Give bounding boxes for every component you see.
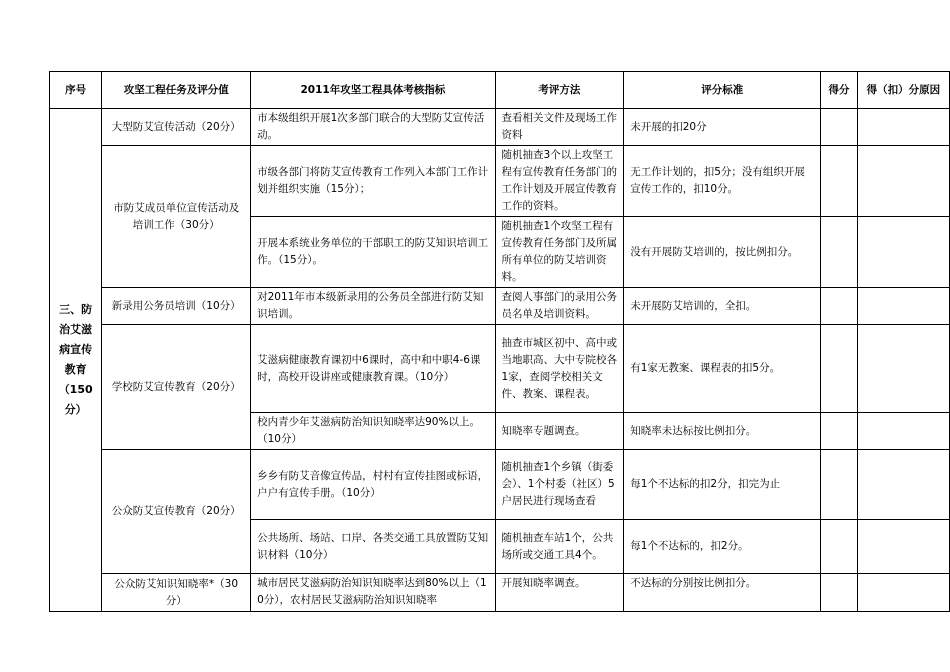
task-cell: 新录用公务员培训（10分）	[102, 288, 251, 325]
table-row	[50, 450, 950, 520]
indicator-cell: 市本级组织开展1次多部门联合的大型防艾宣传活动。	[251, 109, 495, 146]
section-cell: 三、防治艾滋病宣传教育（150分）	[50, 109, 102, 612]
header-indicator: 2011年攻坚工程具体考核指标	[251, 72, 495, 109]
indicator-cell: 开展本系统业务单位的干部职工的防艾知识培训工作。（15分）。	[251, 217, 495, 288]
header-method: 考评方法	[495, 72, 624, 109]
method-cell: 随机抽查1个乡镇（街委会）、1个村委（社区）5户居民进行现场查看	[495, 450, 624, 520]
header-standard: 评分标准	[624, 72, 821, 109]
reason-cell	[857, 288, 949, 325]
score-cell	[821, 520, 858, 574]
indicator-cell: 市级各部门将防艾宣传教育工作列入本部门工作计划并组织实施（15分）；	[251, 146, 495, 217]
standard-cell: 没有开展防艾培训的，按比例扣分。	[624, 217, 821, 288]
score-cell	[821, 288, 858, 325]
table-row	[50, 146, 950, 217]
task-cell: 公众防艾宣传教育（20分）	[102, 450, 251, 574]
score-cell	[821, 146, 858, 217]
header-row	[50, 72, 950, 109]
standard-cell: 有1家无教案、课程表的扣5分。	[624, 325, 821, 413]
header-task: 攻坚工程任务及评分值	[102, 72, 251, 109]
header-no: 序号	[50, 72, 102, 109]
table-row	[50, 288, 950, 325]
standard-cell: 未开展的扣20分	[624, 109, 821, 146]
method-cell: 开展知晓率调查。	[495, 574, 624, 612]
standard-cell: 未开展防艾培训的，全扣。	[624, 288, 821, 325]
reason-cell	[857, 450, 949, 520]
reason-cell	[857, 217, 949, 288]
indicator-cell: 艾滋病健康教育课初中6课时，高中和中职4-6课时，高校开设讲座或健康教育课。（10分）	[251, 325, 495, 413]
method-cell: 随机抽查3个以上攻坚工程有宣传教育任务部门的工作计划及开展宣传教育工作的资料。	[495, 146, 624, 217]
indicator-cell: 对2011年市本级新录用的公务员全部进行防艾知识培训。	[251, 288, 495, 325]
indicator-cell: 公共场所、场站、口岸、各类交通工具放置防艾知识材料（10分）	[251, 520, 495, 574]
score-cell	[821, 325, 858, 413]
score-cell	[821, 450, 858, 520]
assessment-table	[49, 71, 950, 612]
standard-cell: 无工作计划的，扣5分；没有组织开展宣传工作的，扣10分。	[624, 146, 821, 217]
score-cell	[821, 109, 858, 146]
task-cell: 公众防艾知识知晓率*（30分）	[102, 574, 251, 612]
method-cell: 知晓率专题调查。	[495, 413, 624, 450]
method-cell: 查阅人事部门的录用公务员名单及培训资料。	[495, 288, 624, 325]
score-cell	[821, 217, 858, 288]
reason-cell	[857, 325, 949, 413]
reason-cell	[857, 520, 949, 574]
method-cell: 查看相关文件及现场工作资料	[495, 109, 624, 146]
table-row	[50, 109, 950, 146]
score-cell	[821, 413, 858, 450]
header-reason: 得（扣）分原因	[857, 72, 949, 109]
standard-cell: 每1个不达标的，扣2分。	[624, 520, 821, 574]
standard-cell: 不达标的分别按比例扣分。	[624, 574, 821, 612]
reason-cell	[857, 146, 949, 217]
indicator-cell: 乡乡有防艾音像宣传品，村村有宣传挂图或标语，户户有宣传手册。（10分）	[251, 450, 495, 520]
score-cell	[821, 574, 858, 612]
method-cell: 随机抽查1个攻坚工程有宣传教育任务部门及所属所有单位的防艾培训资料。	[495, 217, 624, 288]
standard-cell: 知晓率未达标按比例扣分。	[624, 413, 821, 450]
table-row	[50, 574, 950, 612]
method-cell: 随机抽查车站1个，公共场所或交通工具4个。	[495, 520, 624, 574]
indicator-cell: 城市居民艾滋病防治知识知晓率达到80%以上（10分），农村居民艾滋病防治知识知晓率	[251, 574, 495, 612]
task-cell: 学校防艾宣传教育（20分）	[102, 325, 251, 450]
indicator-cell: 校内青少年艾滋病防治知识知晓率达90%以上。（10分）	[251, 413, 495, 450]
table-row	[50, 325, 950, 413]
task-cell: 大型防艾宣传活动（20分）	[102, 109, 251, 146]
reason-cell	[857, 413, 949, 450]
reason-cell	[857, 574, 949, 612]
standard-cell: 每1个不达标的扣2分，扣完为止	[624, 450, 821, 520]
header-score: 得分	[821, 72, 858, 109]
reason-cell	[857, 109, 949, 146]
task-cell: 市防艾成员单位宣传活动及培训工作（30分）	[102, 146, 251, 288]
method-cell: 抽查市城区初中、高中或当地职高、大中专院校各1家，查阅学校相关文件、教案、课程表。	[495, 325, 624, 413]
